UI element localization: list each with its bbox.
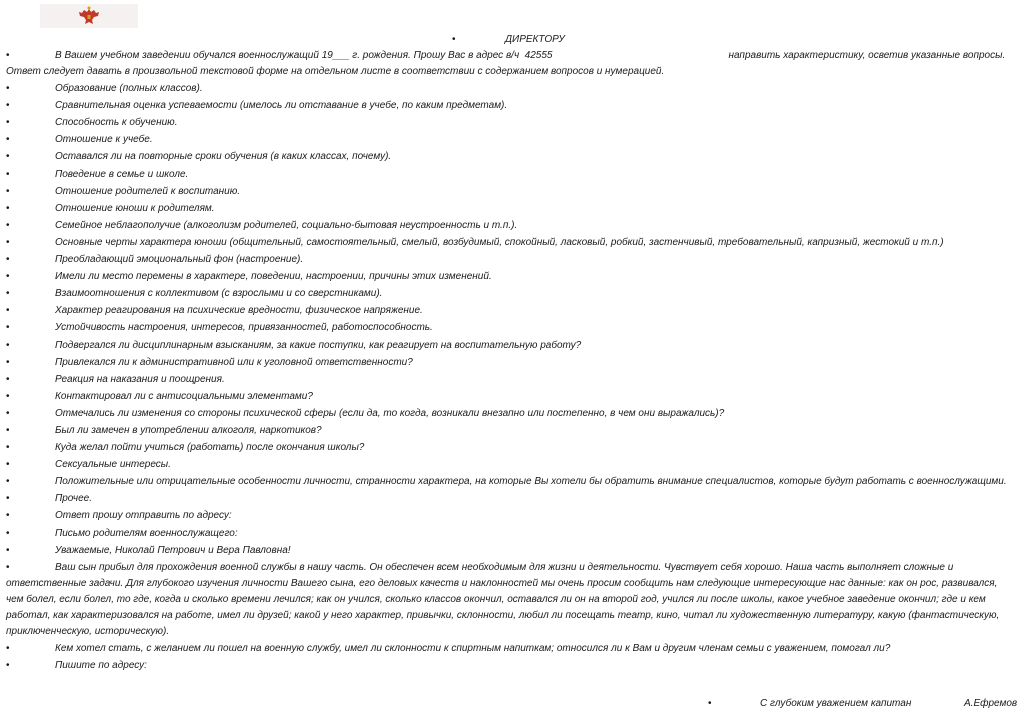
list-item-text: Письмо родителям военнослужащего: xyxy=(55,527,238,539)
bullet-marker: • xyxy=(6,407,10,419)
list-item-text: Положительные или отрицательные особенности личности, странности характера, на которые Вы хотели бы обратить внимание специалистов, которые будут работать с военнослужащими. xyxy=(55,476,1007,488)
list-item xyxy=(6,184,1016,200)
bullet-marker: • xyxy=(6,100,10,112)
bullet-marker: • xyxy=(6,424,10,436)
list-item-text: Семейное неблагополучие (алкоголизм родителей, социально-бытовая неустроенность и т.п.). xyxy=(55,219,518,231)
list-item-text: Куда желал пойти учиться (работать) после окончания школы? xyxy=(55,442,365,454)
list-item-text: Отмечались ли изменения со стороны психической сферы (если да, то когда, возникали внезапно или постепенно, в чем они выражались)? xyxy=(55,407,725,419)
list-item-text: Отношение к учебе. xyxy=(55,134,153,146)
list-item-text: Оставался ли на повторные сроки обучения (в каких классах, почему). xyxy=(55,151,392,163)
bullet-marker: • xyxy=(6,373,10,385)
list-item-text: Устойчивость настроения, интересов, привязанностей, работоспособность. xyxy=(55,322,433,334)
list-item-text: Взаимоотношения с коллективом (с взрослыми и со сверстниками). xyxy=(55,288,383,300)
list-item xyxy=(6,201,1016,217)
list-item-text: Ответ прошу отправить по адресу: xyxy=(55,510,232,522)
list-item-text: Поведение в семье и школе. xyxy=(55,168,189,180)
list-item-text: Контактировал ли с антисоциальными элементами? xyxy=(55,390,313,402)
intro-part2: направить характеристику, осветив указанные вопросы. Ответ следует давать в произвольной текстовой форме на отдельном листе в соответствии с содержанием вопросов и нумерацией. xyxy=(6,50,1009,77)
document-title: • ДИРЕКТОРУ xyxy=(452,34,565,45)
bullet-marker: • xyxy=(6,442,10,454)
bullet-marker: • xyxy=(6,168,10,180)
list-item xyxy=(6,355,1016,371)
list-item-text: Был ли замечен в употреблении алкоголя, наркотиков? xyxy=(55,424,322,436)
bullet-marker: • xyxy=(6,305,10,317)
bullet-marker: • xyxy=(6,476,10,488)
list-item-text: Реакция на наказания и поощрения. xyxy=(55,373,225,385)
list-item-text: Имели ли место перемены в характере, поведении, настроении, причины этих изменений. xyxy=(55,271,492,283)
list-item xyxy=(6,406,1016,422)
list-item-text: Способность к обучению. xyxy=(55,117,178,129)
list-item-text: Отношение родителей к воспитанию. xyxy=(55,185,241,197)
bullet-marker: • xyxy=(6,254,10,266)
list-item xyxy=(6,98,1016,114)
title-text: ДИРЕКТОРУ xyxy=(505,34,565,45)
list-item-text: Отношение юноши к родителям. xyxy=(55,202,215,214)
list-item-text: Подвергался ли дисциплинарным взысканиям, за какие поступки, как реагирует на воспитательную работу? xyxy=(55,339,582,351)
signature-name: А.Ефремов xyxy=(964,698,1018,709)
bullet-marker: • xyxy=(6,322,10,334)
list-item xyxy=(6,235,1016,251)
bullet-marker: • xyxy=(6,151,10,163)
list-item xyxy=(6,641,1016,657)
list-item-text: Прочее. xyxy=(55,493,92,505)
list-item-text: Уважаемые, Николай Петрович и Вера Павловна! xyxy=(55,544,291,556)
list-item xyxy=(6,372,1016,388)
question-list xyxy=(6,81,1016,674)
bullet-marker: • xyxy=(6,544,10,556)
bullet-marker: • xyxy=(6,202,10,214)
list-item xyxy=(6,303,1016,319)
bullet-marker: • xyxy=(6,236,10,248)
bullet-marker: • xyxy=(6,117,10,129)
list-item xyxy=(6,491,1016,507)
bullet-marker: • xyxy=(6,459,10,471)
list-item-text: Пишите по адресу: xyxy=(55,659,147,671)
list-item-text: Образование (полных классов). xyxy=(55,83,203,95)
signature-text: С глубоким уважением капитан xyxy=(760,698,912,709)
bullet-marker: • xyxy=(6,83,10,95)
bullet-marker: • xyxy=(6,356,10,368)
list-item xyxy=(6,526,1016,542)
list-item xyxy=(6,389,1016,405)
list-item-text: Основные черты характера юноши (общительный, самостоятельный, смелый, возбудимый, спокойный, ласковый, робкий, застенчивый, требовательный, капризный, жестокий и т.п.) xyxy=(55,236,944,248)
signature-line: • С глубоким уважением капитан А.Ефремов xyxy=(708,698,1018,709)
list-item xyxy=(6,167,1016,183)
list-item xyxy=(6,252,1016,268)
list-item xyxy=(6,474,1016,490)
list-item xyxy=(6,320,1016,336)
list-item-text: Сексуальные интересы. xyxy=(55,459,171,471)
list-item-text: Сравнительная оценка успеваемости (имелось ли отставание в учебе, по каким предметам). xyxy=(55,100,508,112)
bullet-marker: • xyxy=(6,493,10,505)
bullet-marker: • xyxy=(6,271,10,283)
list-item-text: Характер реагирования на психические вредности, физическое напряжение. xyxy=(55,305,423,317)
intro-paragraph: • В Вашем учебном заведении обучался военнослужащий 19___ г. рождения. Прошу Вас в адрес в/ч 42555 направить характеристику, осветив указанные вопросы. Ответ следует давать в произвольной текстовой форме на отдельном листе в соответствии с содержанием вопросов и нумерацией. xyxy=(6,50,1009,77)
list-item-text: Ваш сын прибыл для прохождения военной службы в нашу часть. Он обеспечен всем необходимым для жизни и деятельности. Чувствует себя хорошо. Наша часть выполняет сложные и ответственные задачи. Для глубокого изучения личности Вашего сына, его деловых качеств и наклонностей мы очень просим сообщить нам следующие интересующие нас данные: как он рос, развивался, чем болел, если болел, то где, когда и сколько времени лечился; как он учился, сколько классов окончил, оставался ли он на второй год, учился ли после школы, какое учебное заведение окончил; где и кем работал, как характеризовался на работе, имел ли друзей; какой у него характер, привычки, склонности, любил ли посещать театр, кино, читал ли художественную литературу, какую (фантастическую, приключенческую, историческую). xyxy=(6,561,1003,637)
list-item-text: Привлекался ли к административной или к уголовной ответственности? xyxy=(55,356,413,368)
list-item xyxy=(6,338,1016,354)
bullet-marker: • xyxy=(6,561,10,573)
list-item xyxy=(6,658,1016,674)
intro-part1: В Вашем учебном заведении обучался военнослужащий 19___ г. рождения. Прошу Вас в адрес в/ч 42555 xyxy=(55,50,553,61)
list-item xyxy=(6,218,1016,234)
list-item xyxy=(6,423,1016,439)
list-item xyxy=(6,269,1016,285)
list-item xyxy=(6,115,1016,131)
bullet-marker: • xyxy=(6,339,10,351)
list-item xyxy=(6,543,1016,559)
bullet-marker: • xyxy=(6,510,10,522)
bullet-marker: • xyxy=(6,527,10,539)
bullet-marker: • xyxy=(6,642,10,654)
list-item-text: Преобладающий эмоциональный фон (настроение). xyxy=(55,254,304,266)
list-item xyxy=(6,560,1016,640)
list-item xyxy=(6,81,1016,97)
list-item xyxy=(6,440,1016,456)
list-item-text: Кем хотел стать, с желанием ли пошел на военную службу, имел ли склонности к спиртным напиткам; относился ли к Вам и другим членам семьи с уважением, помогал ли? xyxy=(55,642,891,654)
emblem xyxy=(40,4,138,28)
list-item xyxy=(6,508,1016,524)
list-item xyxy=(6,457,1016,473)
bullet-marker: • xyxy=(6,134,10,146)
document-body xyxy=(6,48,1016,675)
bullet-marker: • xyxy=(6,288,10,300)
bullet-marker: • xyxy=(6,659,10,671)
bullet-marker: • xyxy=(6,219,10,231)
double-headed-eagle-icon xyxy=(76,6,102,26)
bullet-marker: • xyxy=(6,185,10,197)
list-item xyxy=(6,286,1016,302)
list-item xyxy=(6,149,1016,165)
list-item xyxy=(6,132,1016,148)
bullet-marker: • xyxy=(6,390,10,402)
